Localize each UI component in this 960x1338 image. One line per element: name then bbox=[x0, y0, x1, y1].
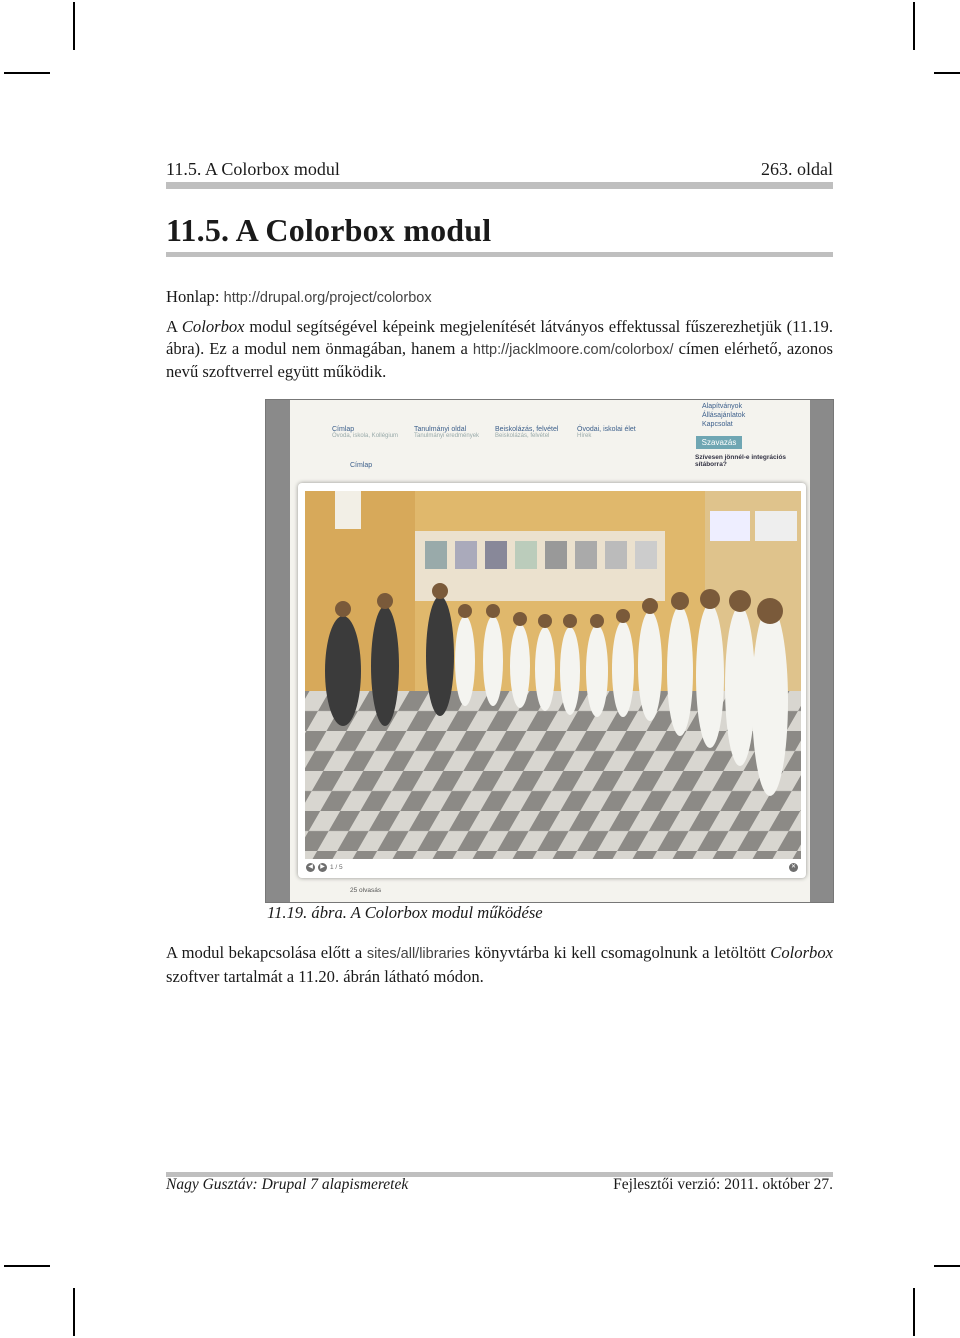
colorbox-lightbox bbox=[298, 483, 806, 878]
side-link[interactable]: Alapítványok bbox=[702, 403, 743, 410]
crop-mark bbox=[4, 72, 50, 74]
header-section: 11.5. A Colorbox modul bbox=[166, 159, 340, 179]
site-nav-item[interactable]: Beiskolázás, felvétel Beiskolázás, felvétel bbox=[495, 426, 559, 439]
views-count: 25 olvasás bbox=[350, 887, 382, 894]
footer-version: Fejlesztői verzió: 2011. október 27. bbox=[613, 1176, 833, 1193]
crop-mark bbox=[913, 2, 915, 50]
next-icon[interactable]: ▶ bbox=[318, 863, 327, 872]
body-text: szoftver tartalmát a 11.20. ábrán látható módon. bbox=[166, 966, 484, 986]
site-nav-item[interactable]: Óvodai, iskolai élet Hírek bbox=[577, 426, 636, 439]
caption-text: A Colorbox modul működése bbox=[346, 903, 543, 922]
page-footer bbox=[166, 1176, 833, 1194]
figure-caption bbox=[267, 903, 543, 923]
intro-text: címen elérhető, azonos nevű szoftverrel együtt működik. bbox=[166, 338, 833, 381]
close-icon[interactable]: ✕ bbox=[790, 864, 797, 870]
group-photo bbox=[305, 491, 801, 859]
site-nav-item[interactable]: Címlap Óvoda, iskola, Kollégium bbox=[332, 426, 399, 439]
running-header bbox=[166, 159, 833, 181]
header-page-number: 263. oldal bbox=[761, 159, 833, 179]
site-breadcrumb[interactable]: Címlap bbox=[350, 462, 373, 469]
code-path: sites/all/libraries bbox=[366, 946, 470, 962]
body-text: A modul bekapcsolása előtt a bbox=[166, 943, 367, 962]
intro-text: modul segítségével képeink megjelenítését látványos effektussal fűszerezhetjük (11.19. ábra). Ez a modul nem önmagában, hanem a bbox=[166, 317, 833, 358]
crop-mark bbox=[934, 72, 960, 74]
lightbox-counter: 1 / 5 bbox=[330, 864, 343, 871]
body-text: könyvtárba ki kell csomagolnunk a letöltött bbox=[469, 943, 771, 962]
section-title: 11.5. A Colorbox modul bbox=[166, 212, 492, 248]
intro-text: A bbox=[166, 317, 182, 336]
footer-author: Nagy Gusztáv: Drupal 7 alapismeretek bbox=[166, 1176, 409, 1193]
poll-question: Szívesen jönnél-e integrációs sítáborra? bbox=[695, 454, 787, 468]
body-paragraph bbox=[166, 942, 833, 987]
figure-screenshot bbox=[265, 399, 834, 903]
lightbox-photo[interactable] bbox=[305, 491, 801, 859]
header-rule bbox=[166, 182, 833, 189]
homepage-link[interactable]: http://drupal.org/project/colorbox bbox=[223, 290, 432, 306]
body-emphasis: Colorbox bbox=[770, 943, 833, 962]
site-nav-item[interactable]: Tanulmányi oldal Tanulmányi eredmények bbox=[414, 426, 480, 439]
title-rule bbox=[166, 252, 833, 257]
crop-mark bbox=[934, 1265, 960, 1267]
side-link[interactable]: Kapcsolat bbox=[702, 421, 733, 428]
crop-mark bbox=[913, 1288, 915, 1336]
crop-mark bbox=[73, 1288, 75, 1336]
side-link[interactable]: Állásajánlatok bbox=[702, 412, 746, 419]
crop-mark bbox=[4, 1265, 50, 1267]
colorbox-link[interactable]: http://jacklmoore.com/colorbox/ bbox=[472, 341, 674, 358]
homepage-label: Honlap: bbox=[166, 287, 220, 306]
previous-icon[interactable]: ◀ bbox=[306, 863, 315, 872]
homepage-line bbox=[166, 286, 833, 310]
lightbox-controls bbox=[306, 863, 343, 872]
intro-emphasis: Colorbox bbox=[181, 317, 245, 336]
vote-button[interactable]: Szavazás bbox=[696, 436, 742, 449]
crop-mark bbox=[73, 2, 75, 50]
caption-number: 11.19. ábra. bbox=[267, 903, 347, 922]
intro-paragraph bbox=[166, 316, 833, 383]
